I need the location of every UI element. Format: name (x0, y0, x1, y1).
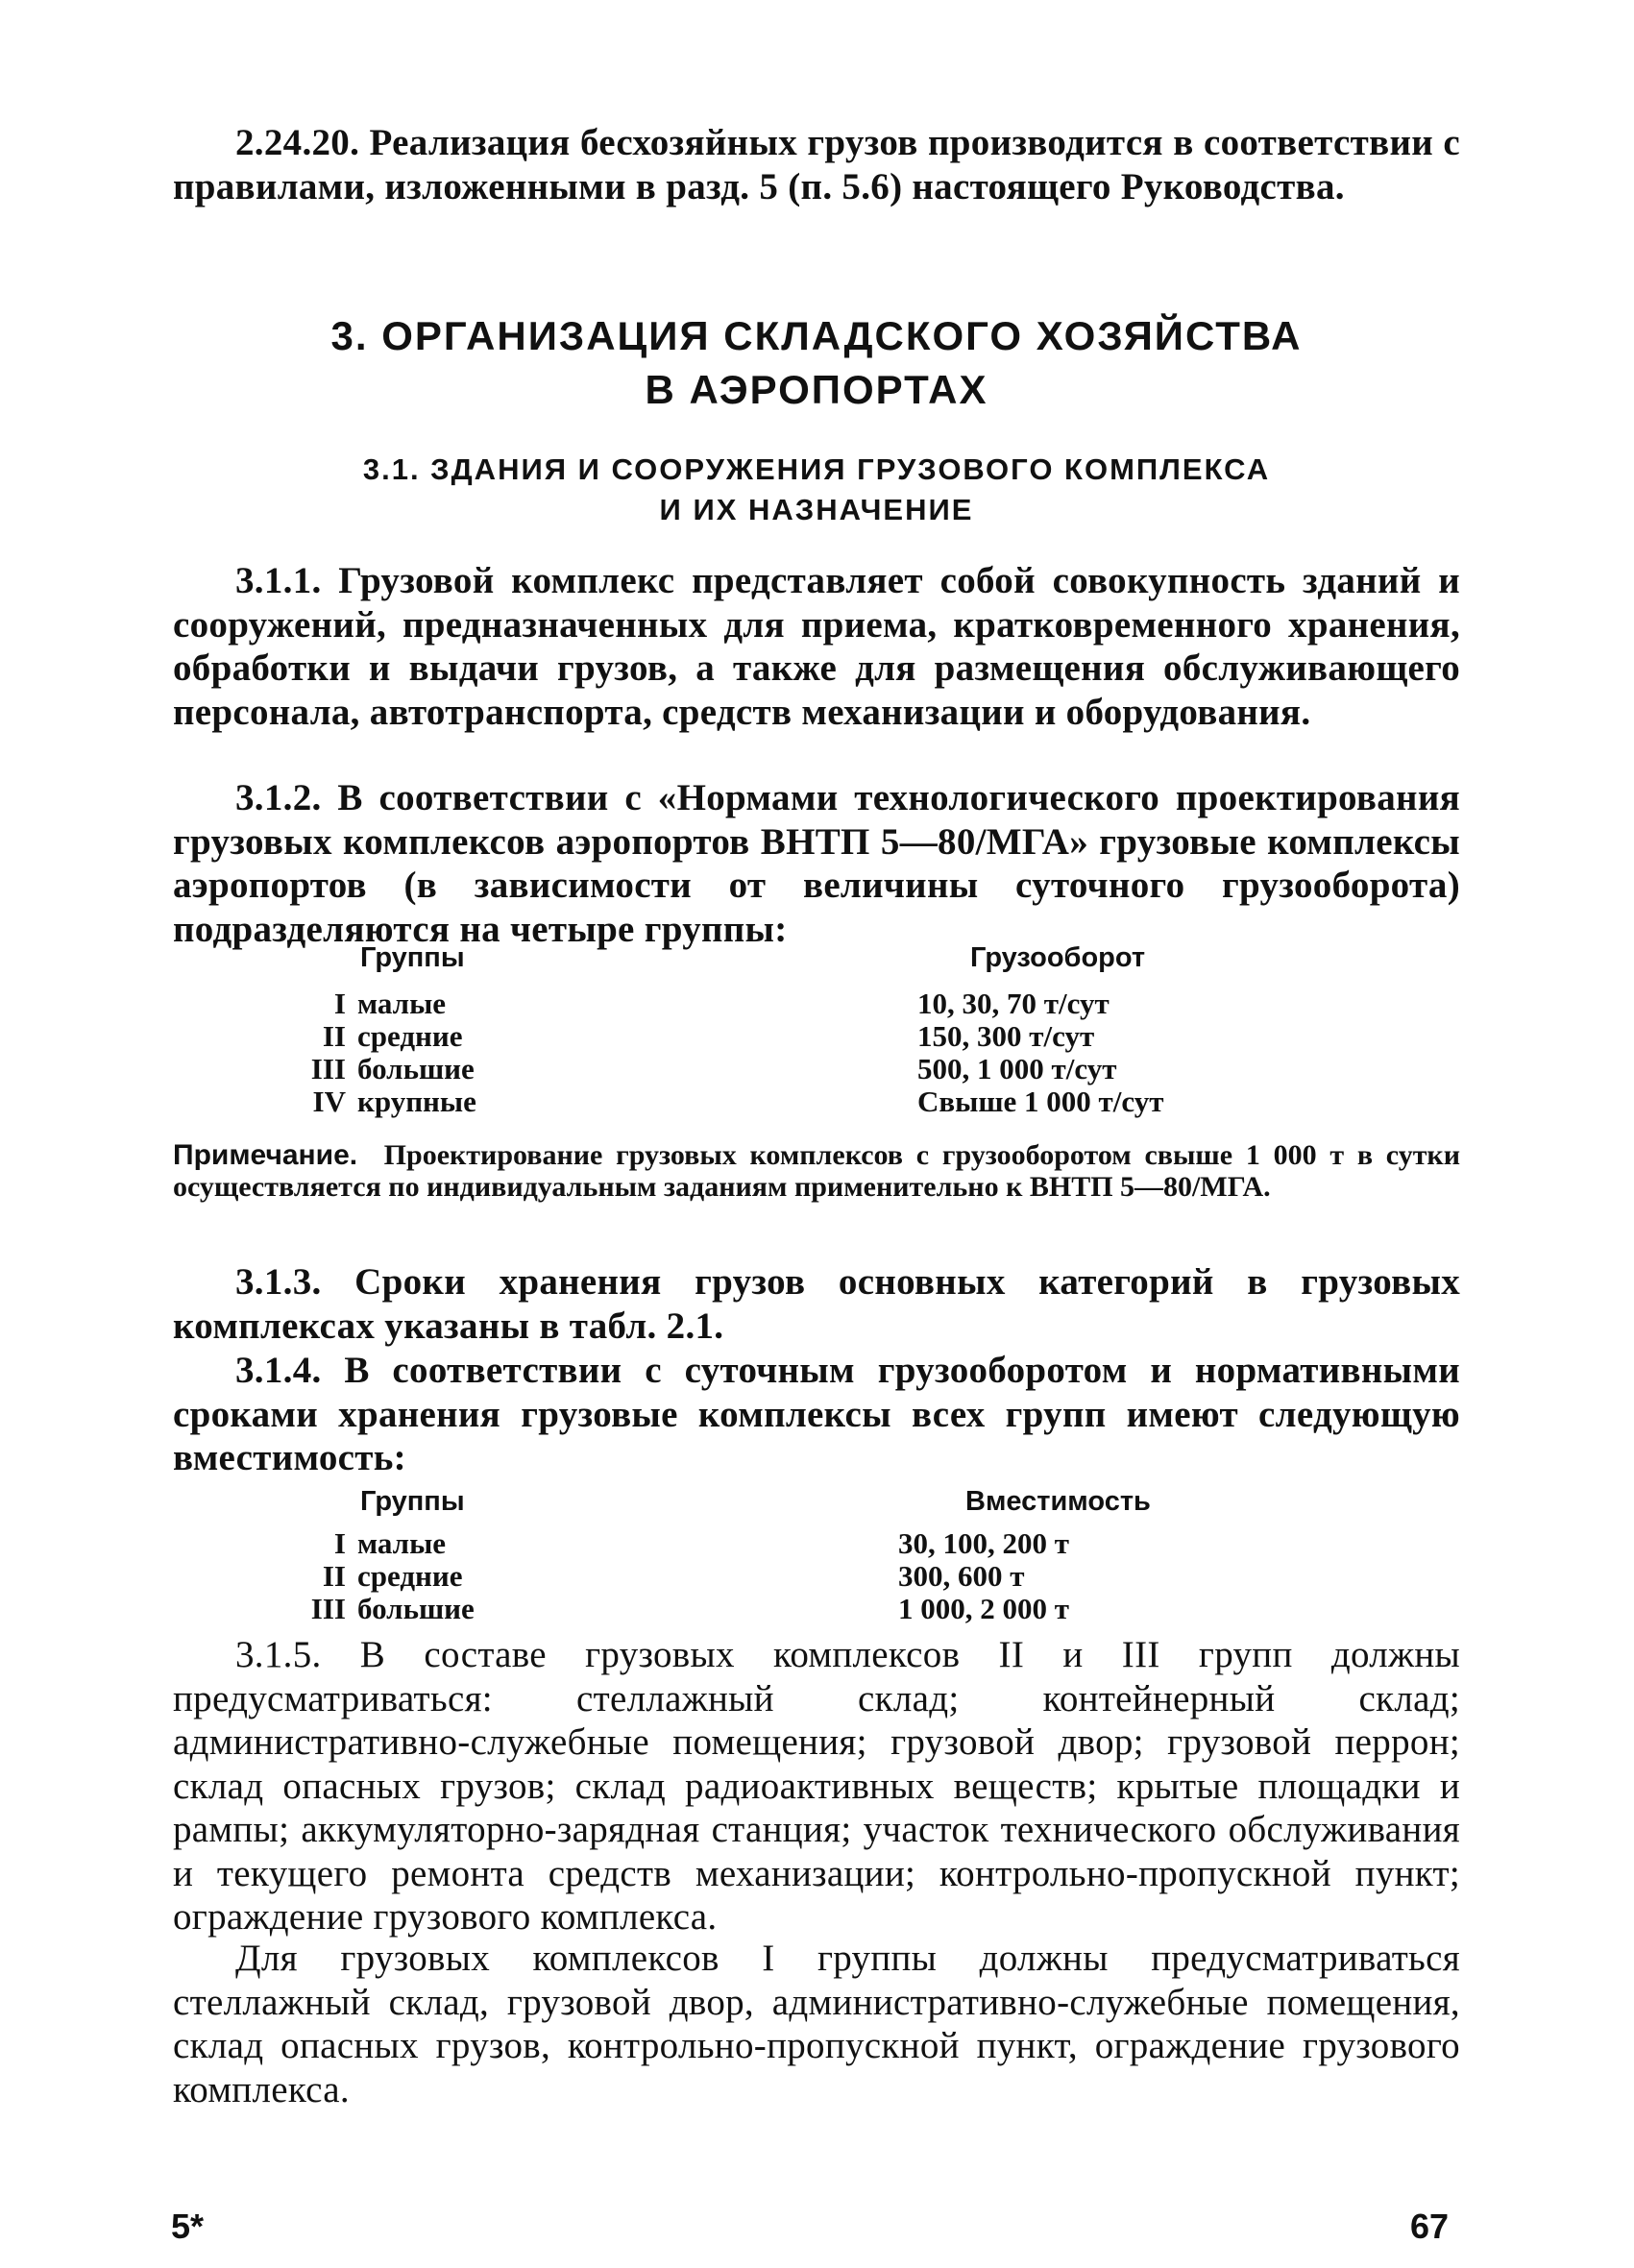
table-row: III большие (310, 1052, 475, 1085)
paragraph-3-1-1: 3.1.1. Грузовой комплекс представляет собой совокупность зданий и сооружений, предназначенных для приема, кратковременного хранения, обработки и выдачи грузов, а также для размещения обслуживающего персонала, автотранспорта, средств механизации и оборудования. (173, 560, 1460, 733)
paragraph-3-1-2: 3.1.2. В соответствии с «Нормами технологического проектирования грузовых комплексов аэропортов ВНТП 5—80/МГА» грузовые комплексы аэропортов (в зависимости от величины суточного грузооборота) подразделяются на четыре группы: (173, 777, 1460, 950)
section-title-line2: В АЭРОПОРТАХ (645, 367, 988, 412)
subsection-title (173, 450, 1460, 530)
paragraph-3-1-4: 3.1.4. В соответствии с суточным грузооборотом и нормативными сроками хранения грузовые комплексы всех групп имеют следующую вместимость: (173, 1350, 1460, 1478)
table-row: I малые (333, 1526, 447, 1560)
table1-header-turnover: Грузооборот (970, 942, 1146, 973)
subsection-title-line1: 3.1. ЗДАНИЯ И СООРУЖЕНИЯ ГРУЗОВОГО КОМПЛЕКСА (362, 452, 1271, 486)
subsection-title-line2: И ИХ НАЗНАЧЕНИЕ (659, 493, 974, 526)
paragraph-group-1: Для грузовых комплексов I группы должны предусматриваться стеллажный склад, грузовой двор, административно-служебные помещения, склад опасных грузов, контрольно-пропускной пункт, ограждение грузового комплекса. (173, 1938, 1460, 2110)
section-title (173, 309, 1460, 417)
table-row: I малые (333, 987, 447, 1020)
footer-signature: 5* (171, 2207, 205, 2246)
paragraph-3-1-3: 3.1.3. Сроки хранения грузов основных категорий в грузовых комплексах указаны в табл. 2.1. (173, 1261, 1460, 1347)
table-row: IV крупные (312, 1085, 476, 1118)
table1-header-groups: Группы (360, 942, 465, 973)
note-text: Проектирование грузовых комплексов с грузооборотом свыше 1 000 т в сутки осуществляется по индивидуальным заданиям применительно к ВНТП 5—80/МГА. (173, 1139, 1461, 1203)
table-row: II средние (322, 1559, 463, 1593)
note (173, 1139, 1460, 1203)
table-cell: 300, 600 т (898, 1559, 1025, 1593)
table-cell: 500, 1 000 т/сут (917, 1052, 1117, 1085)
page-number: 67 (1410, 2207, 1450, 2246)
table-cell: 150, 300 т/сут (917, 1019, 1095, 1053)
table-row: II средние (322, 1019, 463, 1053)
table-cell: 1 000, 2 000 т (898, 1592, 1069, 1625)
paragraph-3-1-5: 3.1.5. В составе грузовых комплексов II и III групп должны предусматриваться: стеллажный склад; контейнерный склад; административно-служебные помещения; грузовой двор; грузовой перрон; склад опасных грузов; склад радиоактивных веществ; крытые площадки и рампы; аккумуляторно-зарядная станция; участок технического обслуживания и текущего ремонта средств механизации; контрольно-пропускной пункт; ограждение грузового комплекса. (173, 1634, 1460, 1938)
paragraph-2-24-20: 2.24.20. Реализация бесхозяйных грузов производится в соответствии с правилами, изложенными в разд. 5 (п. 5.6) настоящего Руководства. (173, 122, 1460, 207)
table-row: III большие (310, 1592, 475, 1625)
table-cell: 10, 30, 70 т/сут (917, 987, 1110, 1020)
table-cell: Свыше 1 000 т/сут (917, 1085, 1164, 1118)
table2-header-groups: Группы (360, 1486, 465, 1517)
note-label: Примечание. (173, 1139, 358, 1171)
table-cell: 30, 100, 200 т (898, 1526, 1069, 1560)
section-title-line1: 3. ОРГАНИЗАЦИЯ СКЛАДСКОГО ХОЗЯЙСТВА (330, 313, 1303, 358)
table2-header-capacity: Вместимость (965, 1486, 1151, 1517)
